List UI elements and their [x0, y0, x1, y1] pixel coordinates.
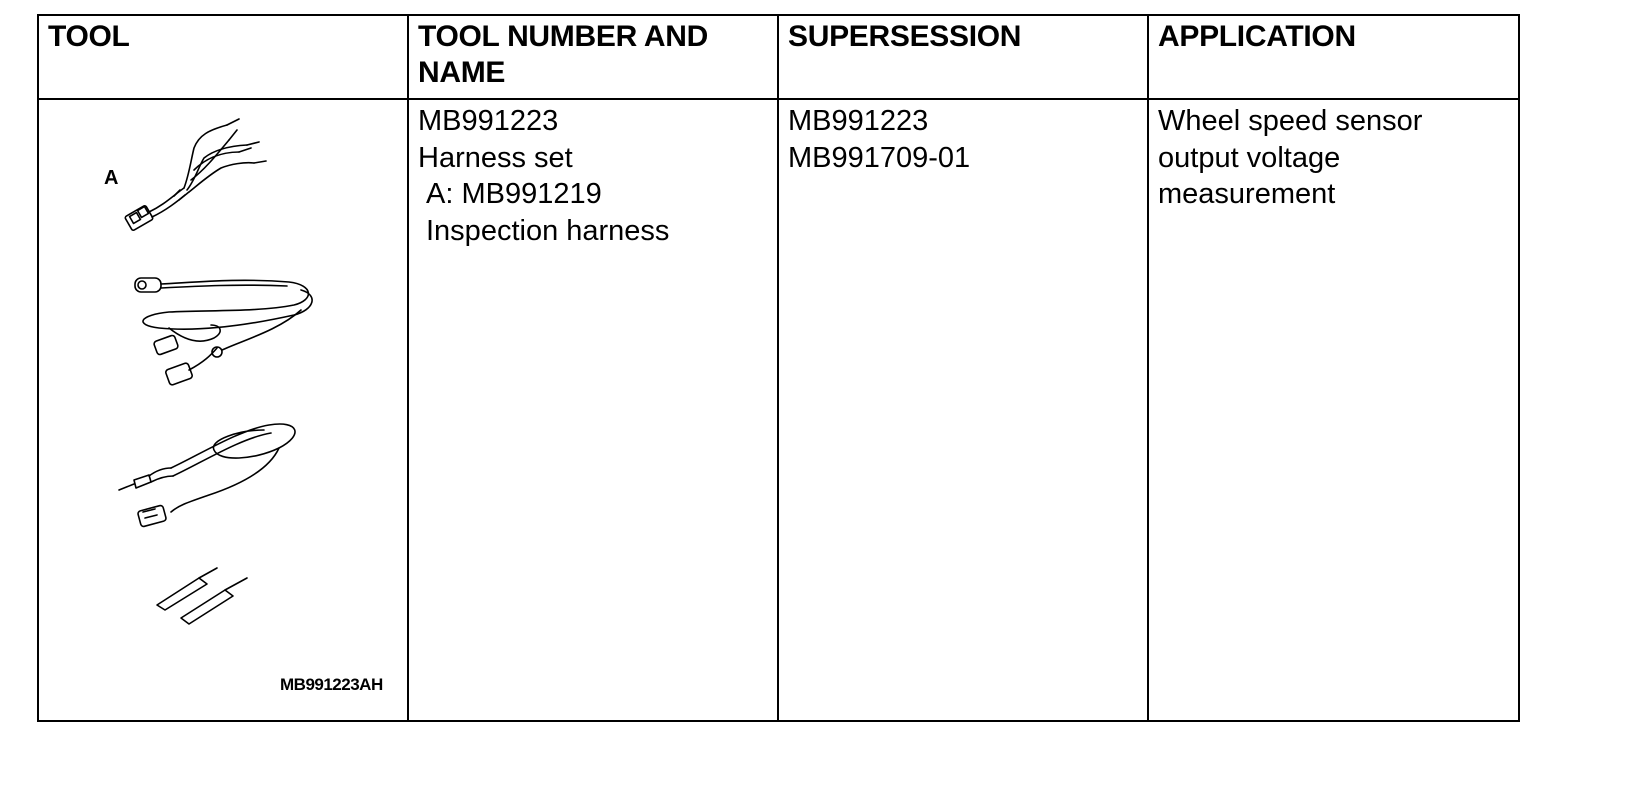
- header-tool-label: TOOL: [48, 20, 130, 53]
- header-tool-number-line-1: TOOL NUMBER AND: [418, 20, 708, 53]
- application-line-3: measurement: [1158, 178, 1336, 210]
- header-supersession: [778, 15, 1148, 99]
- application-line-2: output voltage: [1158, 141, 1341, 174]
- supersession-cell: [778, 99, 1148, 721]
- application-line-1: Wheel speed sensor: [1158, 105, 1423, 137]
- tool-illustration-cell: [38, 99, 408, 721]
- header-application: [1148, 15, 1519, 99]
- supersession-line-1: MB991223: [788, 105, 929, 137]
- tool-number-and-name-cell: [408, 99, 778, 721]
- header-application-label: APPLICATION: [1158, 20, 1356, 53]
- table-header-row: [38, 15, 1519, 99]
- application-cell: [1148, 99, 1519, 721]
- header-supersession-label: SUPERSESSION: [788, 20, 1022, 53]
- tool-number: MB991223: [418, 105, 559, 137]
- table-row: [38, 99, 1519, 721]
- supersession-line-2: MB991709-01: [788, 141, 971, 174]
- illustration-code: MB991223AH: [280, 675, 383, 694]
- header-tool-number-line-2: NAME: [418, 56, 506, 89]
- probe-harness-icon: [119, 424, 295, 527]
- special-tool-table: [37, 14, 1520, 722]
- sub-tool-name: Inspection harness: [426, 214, 670, 247]
- harness-set-illustration-icon: [39, 100, 409, 717]
- inspection-harness-a-icon: [125, 119, 266, 231]
- part-label-a: A: [104, 167, 119, 189]
- header-tool: [38, 15, 408, 99]
- probe-pins-icon: [157, 568, 247, 624]
- tool-name: Harness set: [418, 141, 573, 174]
- sub-tool-number: A: MB991219: [426, 178, 602, 210]
- header-tool-number-and-name: [408, 15, 778, 99]
- coiled-harness-icon: [135, 278, 312, 386]
